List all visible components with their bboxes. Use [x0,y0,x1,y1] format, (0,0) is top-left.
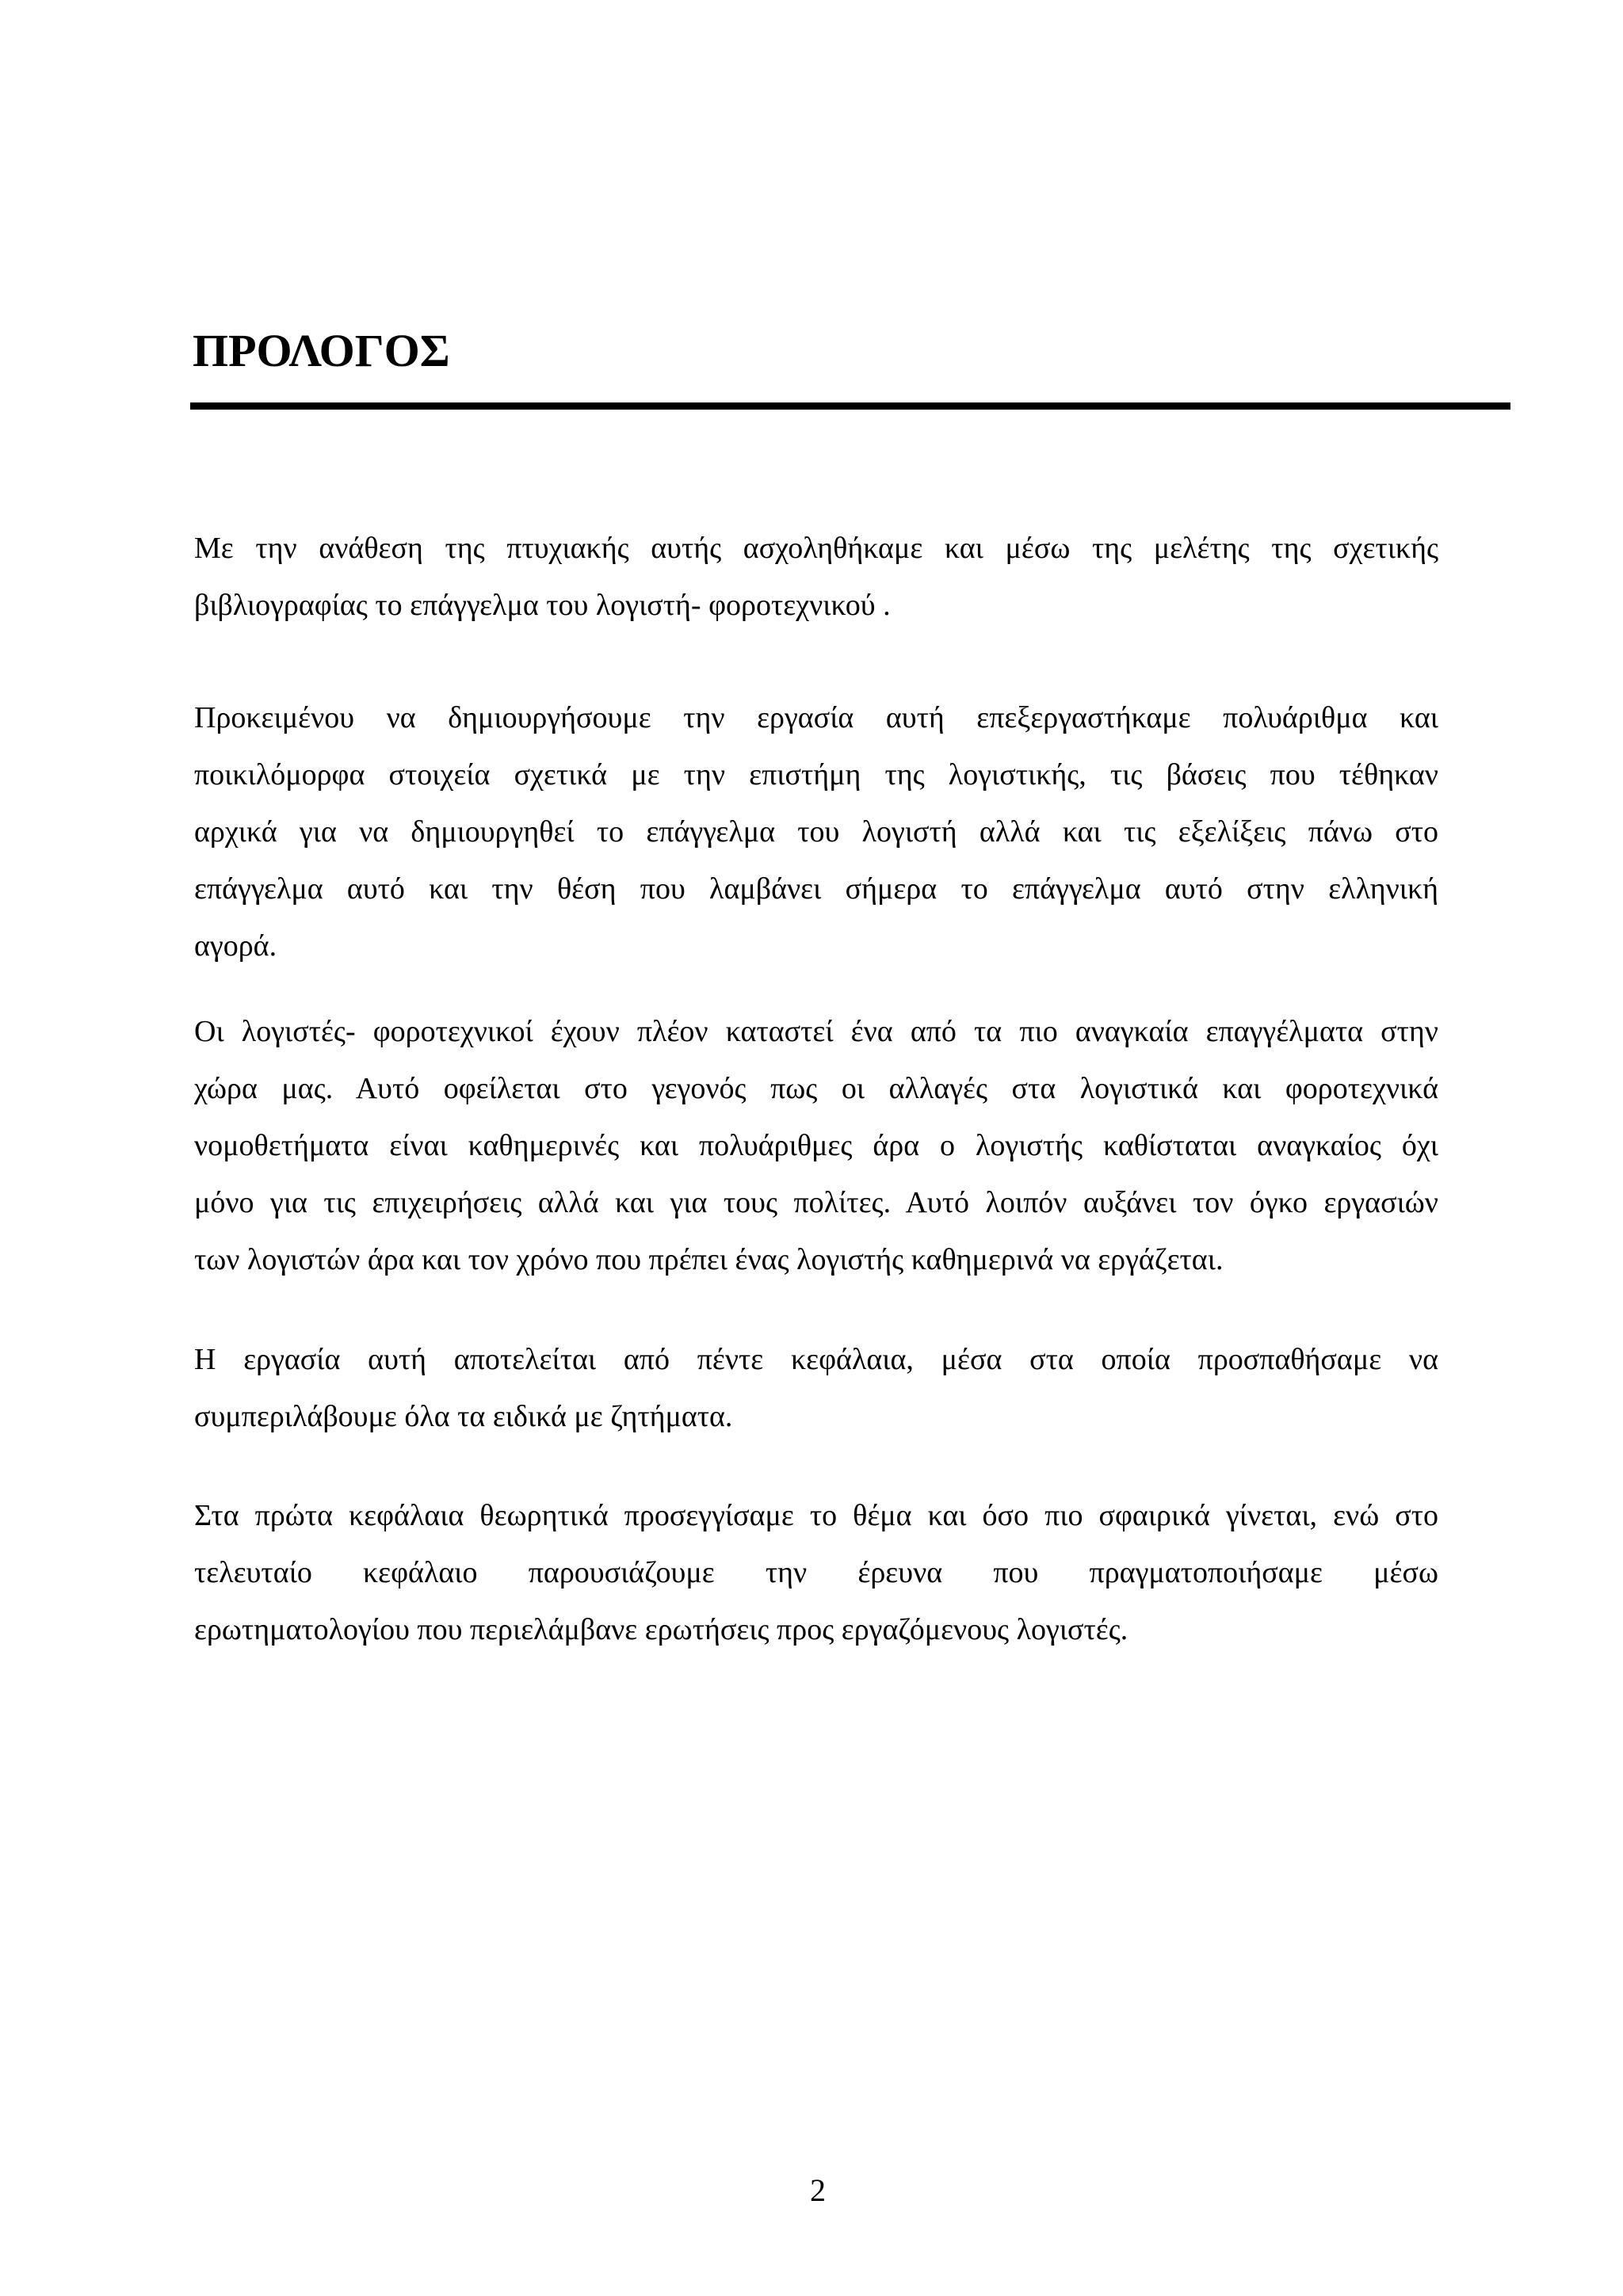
page-number: 2 [810,2172,826,2208]
paragraph-line: νομοθετήματα είναι καθημερινές και πολυάριθμες άρα ο λογιστής καθίσταται αναγκαίος όχι [194,1129,1438,1162]
paragraph-2 [194,689,1438,974]
paragraph-line: Προκειμένου να δημιουργήσουμε την εργασία αυτή επεξεργαστήκαμε πολυάριθμα και [194,701,1438,734]
paragraph-5 [194,1487,1438,1658]
paragraph-line: Οι λογιστές- φοροτεχνικοί έχουν πλέον καταστεί ένα από τα πιο αναγκαία επαγγέλματα στην [194,1015,1438,1048]
paragraph-line: βιβλιογραφίας το επάγγελμα του λογιστή- φοροτεχνικού . [194,589,891,622]
page-title: ΠΡΟΛΟΓΟΣ [193,325,450,376]
paragraph-line: Στα πρώτα κεφάλαια θεωρητικά προσεγγίσαμε το θέμα και όσο πιο σφαιρικά γίνεται, ενώ στο [194,1499,1438,1532]
paragraph-3 [194,1003,1438,1288]
paragraph-4 [194,1331,1438,1445]
paragraph-line: τελευταίο κεφάλαιο παρουσιάζουμε την έρευνα που πραγματοποιήσαμε μέσω [194,1556,1438,1589]
paragraph-line: ερωτηματολογίου που περιελάμβανε ερωτήσεις προς εργαζόμενους λογιστές. [194,1613,1128,1646]
paragraph-line: επάγγελμα αυτό και την θέση που λαμβάνει σήμερα το επάγγελμα αυτό στην ελληνική [194,872,1438,906]
paragraph-line: αγορά. [194,929,277,963]
paragraph-line: των λογιστών άρα και τον χρόνο που πρέπει ένας λογιστής καθημερινά να εργάζεται. [194,1243,1224,1276]
paragraph-line: χώρα μας. Αυτό οφείλεται στο γεγονός πως οι αλλαγές στα λογιστικά και φοροτεχνικά [194,1072,1438,1105]
paragraph-1 [194,520,1438,634]
heading-divider [190,402,1510,410]
paragraph-line: συμπεριλάβουμε όλα τα ειδικά με ζητήματα. [194,1400,733,1433]
paragraph-line: ποικιλόμορφα στοιχεία σχετικά με την επιστήμη της λογιστικής, τις βάσεις που τέθηκαν [194,758,1438,791]
paragraph-line: μόνο για τις επιχειρήσεις αλλά και για τους πολίτες. Αυτό λοιπόν αυξάνει τον όγκο εργασιών [194,1186,1438,1219]
paragraph-line: Η εργασία αυτή αποτελείται από πέντε κεφάλαια, μέσα στα οποία προσπαθήσαμε να [194,1343,1438,1376]
paragraph-line: Με την ανάθεση της πτυχιακής αυτής ασχοληθήκαμε και μέσω της μελέτης της σχετικής [194,532,1438,565]
paragraph-line: αρχικά για να δημιουργηθεί το επάγγελμα του λογιστή αλλά και τις εξελίξεις πάνω στο [194,815,1438,849]
